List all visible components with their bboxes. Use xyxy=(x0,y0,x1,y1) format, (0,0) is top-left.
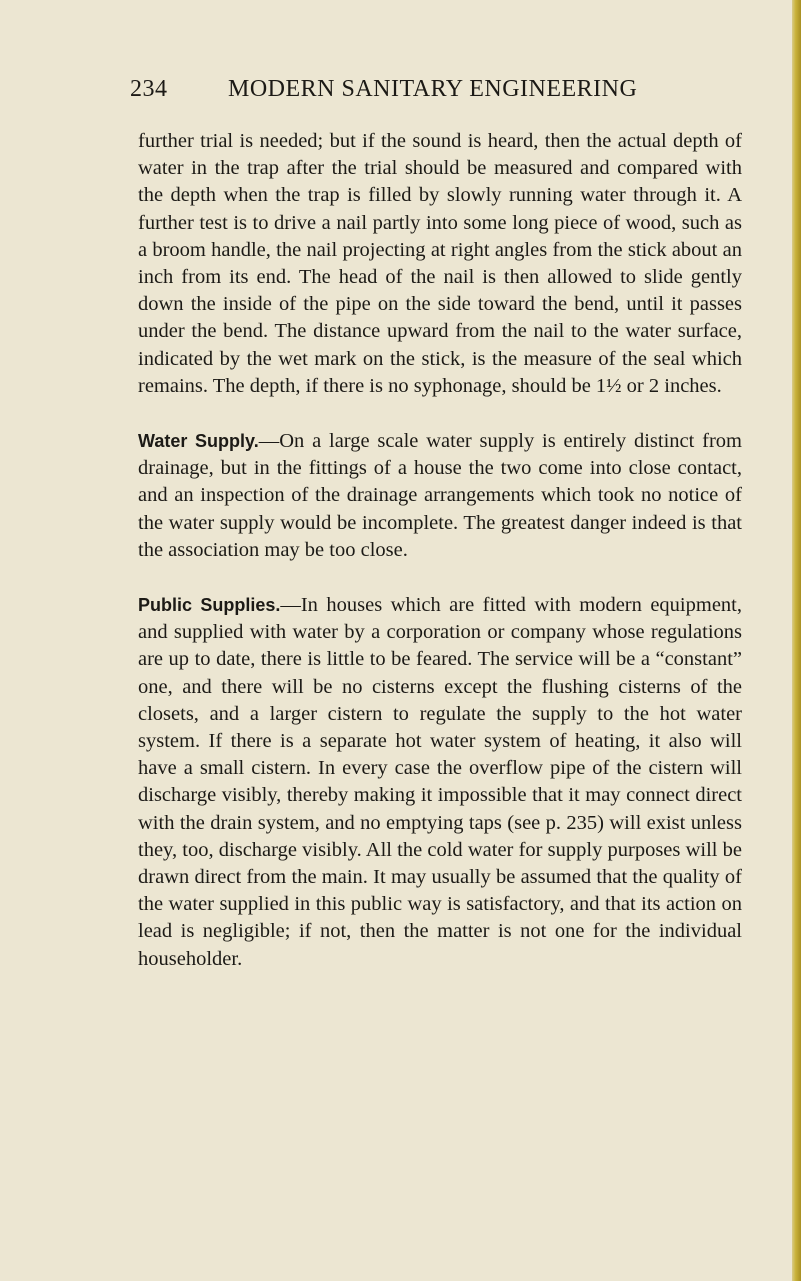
section-heading-public-supplies: Public Supplies. xyxy=(138,595,281,616)
page-header xyxy=(130,76,650,112)
paragraph-public-supplies xyxy=(138,592,742,973)
section-heading-water-supply: Water Supply. xyxy=(138,431,259,452)
paragraph-text: further trial is needed; but if the sound is heard, then the actual depth of water in the trap after the trial should be measured and compared with the depth when the trap is filled by slowly running water through it. A further test is to drive a nail partly into some long piece of wood, such as a broom handle, the nail projecting at right angles from the stick about an inch from its end. The head of the nail is then allowed to slide gently down the inside of the pipe on the side toward the bend, until it passes under the bend. The distance upward from the nail to the water surface, indicated by the wet mark on the stick, is the measure of the seal which remains. The depth, if there is no syphonage, should be 1½ or 2 inches. xyxy=(138,130,742,397)
body-text xyxy=(138,128,742,973)
page-edge-border xyxy=(792,0,801,1281)
page-number: 234 xyxy=(130,76,168,102)
paragraph-water-supply xyxy=(138,428,742,564)
paragraph-text: —On a large scale water supply is entirely distinct from drainage, but in the fittings of a house the two come into close contact, and an inspection of the drainage arrangements which took no notice of the water supply would be incomplete. The greatest danger indeed is that the association may be too close. xyxy=(138,430,743,561)
paragraph-trap-test xyxy=(138,128,742,400)
running-title: MODERN SANITARY ENGINEERING xyxy=(228,76,638,102)
paragraph-text: —In houses which are fitted with modern equipment, and supplied with water by a corporation or company whose regulations are up to date, there is little to be feared. The service will be a “constant” one, and there will be no cisterns except the flushing cisterns of the closets, and a larger cistern to regulate the supply to the hot water system. If there is a separate hot water system of heating, it also will have a small cistern. In every case the overflow pipe of the cistern will discharge visibly, thereby making it impossible that it may connect direct with the drain system, and no emptying taps (see p. 235) will exist unless they, too, discharge visibly. All the cold water for supply purposes will be drawn direct from the main. It may usually be assumed that the quality of the water supplied in this public way is satisfactory, and that its action on lead is negligible; if not, then the matter is not one for the individual householder. xyxy=(138,594,742,970)
